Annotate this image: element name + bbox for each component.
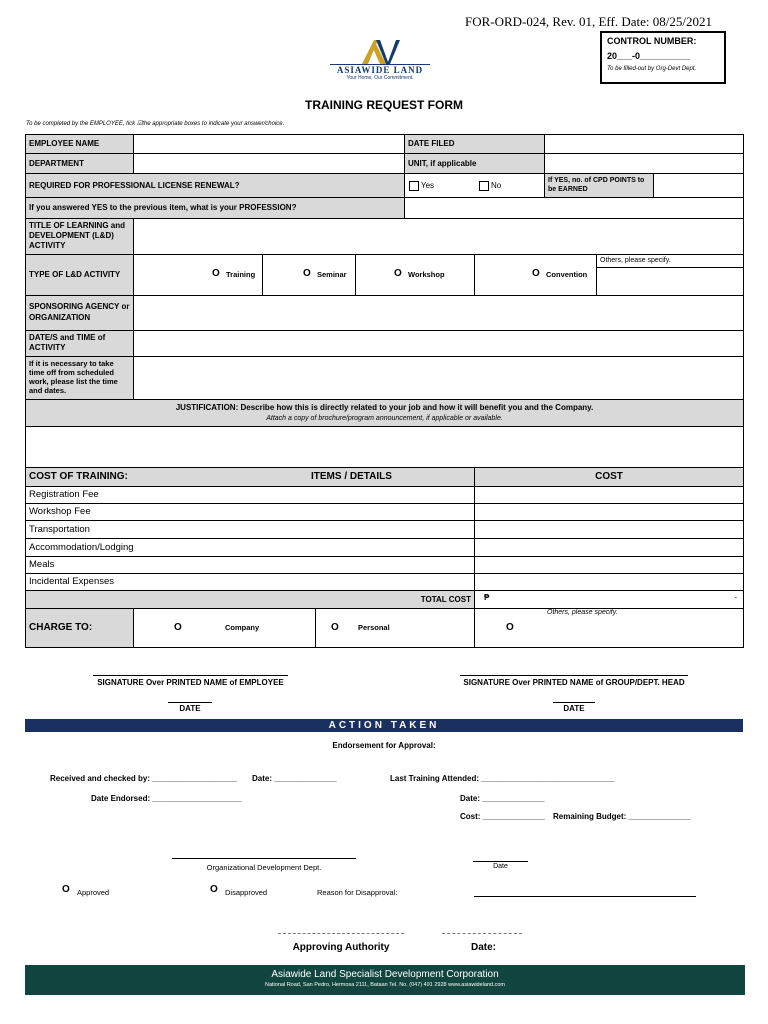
date-filed-label: DATE FILED [404,134,545,154]
cost-item-value[interactable] [474,573,744,591]
remaining-budget-field[interactable]: Remaining Budget: ______________ [553,812,691,821]
form-instruction: To be completed by the EMPLOYEE, tick ☑the appropriate boxes to indicate your answer/choice. [26,121,285,127]
yes-label: Yes [421,181,435,191]
document-reference: FOR-ORD-024, Rev. 01, Eff. Date: 08/25/2021 [465,14,712,29]
yes-checkbox[interactable] [409,181,419,191]
charge-others-cell[interactable] [474,608,744,648]
type-training-cell[interactable] [133,254,263,296]
employee-name-label: EMPLOYEE NAME [25,134,134,154]
footer [25,965,745,995]
sponsoring-label: SPONSORING AGENCY or ORGANIZATION [25,295,134,331]
employee-signature-label: SIGNATURE Over PRINTED NAME of EMPLOYEE [97,678,284,687]
convention-label: Convention [546,270,588,279]
logo-brand: ASIAWIDE LAND [330,64,430,75]
total-cost-value [474,590,744,609]
personal-label: Personal [358,623,390,632]
approved-label: Approved [77,888,110,897]
date-endorsed-field[interactable]: Date Endorsed: ____________________ [91,794,242,803]
reason-disapproval-label: Reason for Disapproval: [317,888,398,897]
charge-others-label: Others, please specify. [547,609,618,616]
employee-signature-line[interactable] [93,675,288,676]
unit-input[interactable] [544,153,744,174]
disapproved-radio[interactable]: O [210,884,218,895]
cost-item-row: Transportation [25,520,475,539]
department-input[interactable] [133,153,405,174]
training-radio[interactable]: O [212,268,220,279]
profession-input[interactable] [404,197,744,219]
cost-item-value[interactable] [474,538,744,557]
charge-company-cell[interactable] [133,608,316,648]
yes-option[interactable] [409,181,434,191]
logo-tagline: Your Home, Our Commitment. [346,75,414,81]
license-renewal-label: REQUIRED FOR PROFESSIONAL LICENSE RENEWAL? [25,173,405,198]
dates-time-label: DATE/S and TIME of ACTIVITY [25,330,134,357]
received-date-field[interactable]: Date: ______________ [252,774,337,783]
department-label: DEPARTMENT [25,153,134,174]
unit-label: UNIT, if applicable [404,153,545,174]
dates-time-input[interactable] [133,330,744,357]
approving-authority-label: Approving Authority [292,942,390,953]
date-filed-input[interactable] [544,134,744,154]
cost-item-value[interactable] [474,503,744,521]
approving-date-label: Date: [471,942,497,953]
others-radio[interactable]: O [506,622,514,633]
control-number-value[interactable]: 20___-0__________ [607,51,691,61]
approving-authority-line[interactable] [278,933,404,934]
cpd-points-input[interactable] [653,173,744,198]
disapproved-label: Disapproved [225,888,268,897]
type-others-label: Others, please specify. [596,254,744,268]
cost-item-row: Workshop Fee [25,503,475,521]
time-off-input[interactable] [133,356,744,400]
received-checked-field[interactable]: Received and checked by: ___________________ [50,774,237,783]
sponsoring-input[interactable] [133,295,744,331]
training-label: Training [226,270,256,279]
justification-label: JUSTIFICATION: Describe how this is directly related to your job and how it will benefit you and the Company. [175,403,594,412]
logo-av-icon [330,38,430,64]
profession-label: If you answered YES to the previous item, what is your PROFESSION? [25,197,405,219]
cpd-points-label: If YES, no. of CPD POINTS to be EARNED [544,173,654,198]
approved-radio[interactable]: O [62,884,70,895]
cost-header-left [25,467,475,487]
cost-header-right: COST [474,467,744,487]
employee-date-line[interactable] [168,702,212,703]
justification-header [25,399,744,427]
charge-personal-cell[interactable] [315,608,475,648]
org-dev-label: Organizational Development Dept. [206,863,322,872]
head-date-line[interactable] [553,702,595,703]
company-radio[interactable]: O [174,622,182,633]
title-ld-input[interactable] [133,218,744,255]
cost-item-row: Meals [25,556,475,574]
justification-note: Attach a copy of brochure/program announcement, if applicable or available. [266,415,503,422]
seminar-label: Seminar [317,270,347,279]
cost-item-value[interactable] [474,486,744,504]
approving-date-line[interactable] [442,933,522,934]
license-renewal-options [404,173,545,198]
reason-disapproval-line[interactable] [474,896,696,897]
org-dev-date-line[interactable] [473,861,528,862]
org-dev-signature-line[interactable] [172,858,356,859]
type-workshop-cell[interactable] [355,254,475,296]
workshop-radio[interactable]: O [394,268,402,279]
total-cost-label: TOTAL COST [25,590,475,609]
title-ld-label: TITLE OF LEARNING and DEVELOPMENT (L&D) ACTIVITY [25,218,134,255]
control-number-label: CONTROL NUMBER: [607,36,697,46]
company-label: Company [225,623,260,632]
no-option[interactable] [479,181,501,191]
type-convention-cell[interactable] [474,254,597,296]
employee-name-input[interactable] [133,134,405,154]
personal-radio[interactable]: O [331,622,339,633]
action-taken-band: ACTION TAKEN [25,719,743,732]
org-dev-date-label: Date [493,863,508,870]
head-date-label: DATE [563,704,585,713]
employee-date-label: DATE [179,704,201,713]
items-details-label: ITEMS / DETAILS [311,471,392,482]
form-title: TRAINING REQUEST FORM [305,98,463,112]
company-logo [330,38,430,81]
cost-of-training-label: COST OF TRAINING: [29,471,128,482]
workshop-label: Workshop [408,270,445,279]
cost-field[interactable]: Cost: ______________ [460,812,545,821]
cost-item-row: Accommodation/Lodging [25,538,475,557]
control-number-box [600,31,726,84]
type-seminar-cell[interactable] [262,254,356,296]
date-field[interactable]: Date: ______________ [460,794,545,803]
charge-to-label: CHARGE TO: [25,608,134,648]
type-others-input[interactable] [596,267,744,296]
justification-input[interactable] [25,426,744,468]
head-signature-line[interactable] [460,675,688,676]
last-training-field[interactable]: Last Training Attended: ______________________________ [390,774,615,783]
control-number-note: To be filled-out by Org-Devt Dept. [607,66,697,72]
cost-item-value[interactable] [474,556,744,574]
type-ld-label: TYPE OF L&D ACTIVITY [25,254,134,296]
peso-sign: ₱ [484,593,490,602]
seminar-radio[interactable]: O [303,268,311,279]
footer-company: Asiawide Land Specialist Development Corporation [271,969,499,980]
endorsement-label: Endorsement for Approval: [332,741,436,750]
total-amount: - [734,593,737,602]
cost-item-row: Registration Fee [25,486,475,504]
no-label: No [491,181,502,191]
time-off-label: If it is necessary to take time off from scheduled work, please list the time and dates. [25,356,134,400]
footer-address: National Road, San Pedro, Hermosa 2111, Bataan Tel. No. (047) 491 2928 www.asiawideland.com [264,982,505,988]
no-checkbox[interactable] [479,181,489,191]
cost-item-row: Incidental Expenses [25,573,475,591]
cost-item-value[interactable] [474,520,744,539]
head-signature-label: SIGNATURE Over PRINTED NAME of GROUP/DEPT. HEAD [463,678,685,687]
convention-radio[interactable]: O [532,268,540,279]
